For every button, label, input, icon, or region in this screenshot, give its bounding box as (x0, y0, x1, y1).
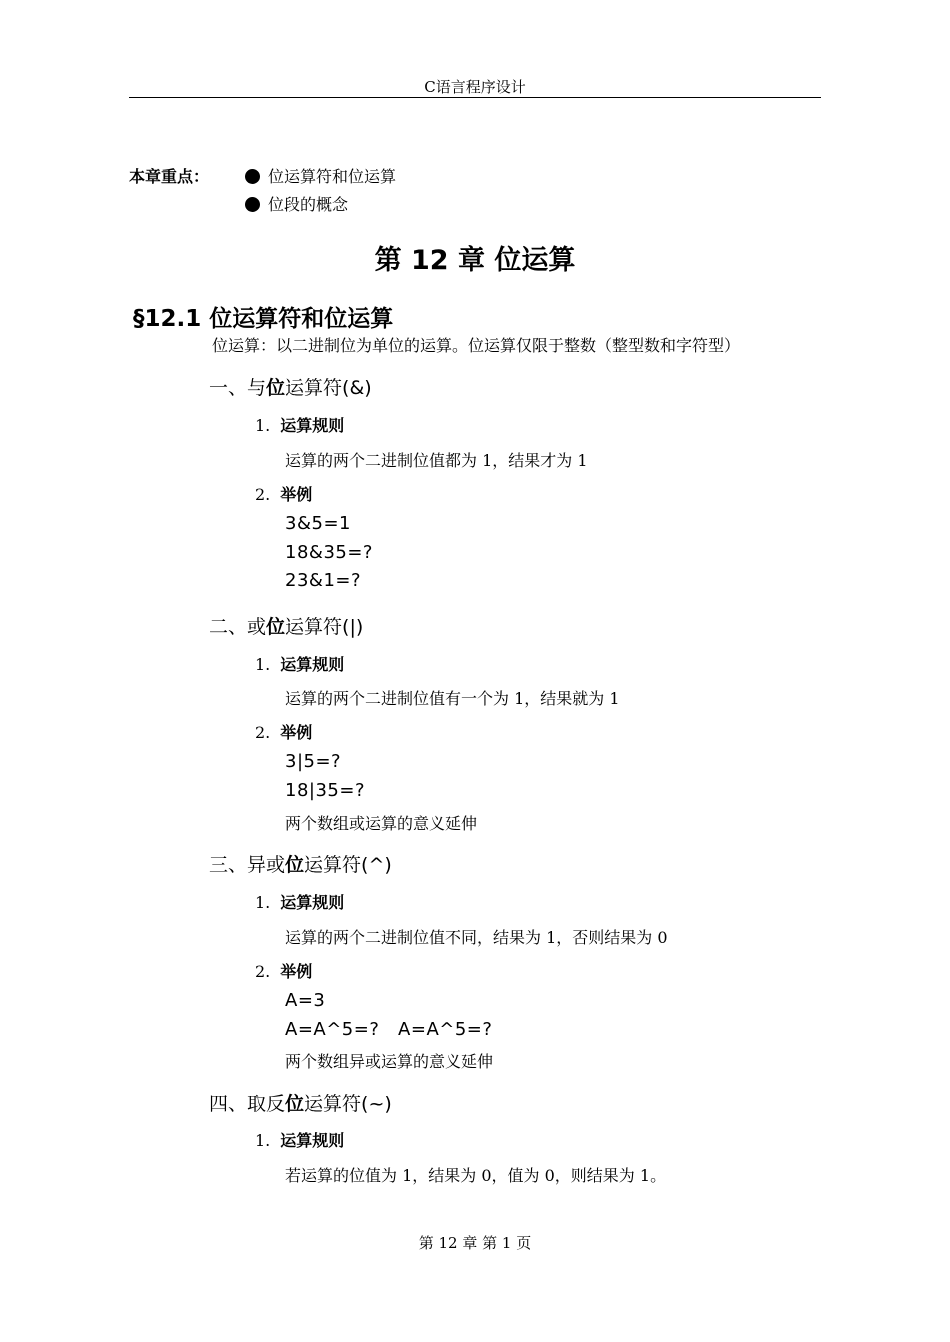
item-number: 2. (255, 723, 271, 742)
example-line: 18|35=? (285, 780, 366, 801)
item-label: 举例 (280, 962, 313, 981)
heading-prefix: 一、与 (209, 377, 267, 399)
example-line: 18&35=? (285, 542, 373, 563)
heading-bold: 位 (285, 854, 305, 876)
example-line: A=3 (285, 990, 326, 1011)
example-note: 两个数组异或运算的意义延伸 (285, 1052, 494, 1071)
page-footer: 第 12 章 第 1 页 (418, 1234, 532, 1252)
example-line: 3|5=? (285, 751, 342, 772)
key-point-text: 位运算符和位运算 (268, 167, 397, 186)
item-label: 运算规则 (280, 416, 345, 435)
item-number: 2. (255, 962, 271, 981)
example-line: 23&1=? (285, 570, 362, 591)
heading-bold: 位 (266, 377, 286, 399)
rule-heading (255, 652, 344, 675)
heading-suffix: 运算符(&) (285, 377, 372, 399)
header-rule (129, 97, 821, 98)
heading-bold: 位 (266, 616, 286, 638)
bullet-icon (245, 169, 260, 184)
key-point-item (245, 164, 396, 187)
item-label: 举例 (280, 723, 313, 742)
heading-prefix: 四、取反 (209, 1093, 286, 1115)
item-label: 运算规则 (280, 655, 345, 674)
item-label: 举例 (280, 485, 313, 504)
rule-text: 运算的两个二进制位值不同，结果为 1，否则结果为 0 (285, 928, 668, 947)
key-point-item (245, 192, 348, 215)
subsection-heading-or (209, 612, 363, 639)
key-point-text: 位段的概念 (268, 195, 349, 214)
item-label: 运算规则 (280, 1131, 345, 1150)
page-header: C语言程序设计 (424, 78, 526, 96)
item-label: 运算规则 (280, 893, 345, 912)
rule-text: 运算的两个二进制位值都为 1，结果才为 1 (285, 451, 588, 470)
heading-suffix: 运算符(^) (304, 854, 392, 876)
item-number: 1. (255, 655, 271, 674)
heading-prefix: 三、异或 (209, 854, 286, 876)
item-number: 1. (255, 416, 271, 435)
section-title: §12.1 位运算符和位运算 (133, 306, 394, 332)
bullet-icon (245, 197, 260, 212)
heading-bold: 位 (285, 1093, 305, 1115)
subsection-heading-and (209, 373, 372, 400)
heading-prefix: 二、或 (209, 616, 267, 638)
subsection-heading-not (209, 1089, 392, 1116)
subsection-heading-xor (209, 850, 392, 877)
rule-text: 运算的两个二进制位值有一个为 1，结果就为 1 (285, 689, 620, 708)
example-heading (255, 482, 312, 505)
item-number: 1. (255, 1131, 271, 1150)
key-points-label: 本章重点： (129, 167, 210, 186)
rule-heading (255, 1128, 344, 1151)
chapter-title: 第 12 章 位运算 (374, 245, 576, 276)
example-heading (255, 959, 312, 982)
heading-suffix: 运算符(|) (285, 616, 364, 638)
rule-heading (255, 413, 344, 436)
section-intro: 位运算：以二进制位为单位的运算。位运算仅限于整数（整型数和字符型） (212, 336, 741, 355)
rule-heading (255, 890, 344, 913)
item-number: 2. (255, 485, 271, 504)
heading-suffix: 运算符(~) (304, 1093, 392, 1115)
example-line: 3&5=1 (285, 513, 351, 534)
rule-text: 若运算的位值为 1，结果为 0，值为 0，则结果为 1。 (285, 1166, 667, 1185)
example-line: A=A^5=? A=A^5=? (285, 1019, 493, 1040)
example-heading (255, 720, 312, 743)
example-note: 两个数组或运算的意义延伸 (285, 814, 478, 833)
item-number: 1. (255, 893, 271, 912)
